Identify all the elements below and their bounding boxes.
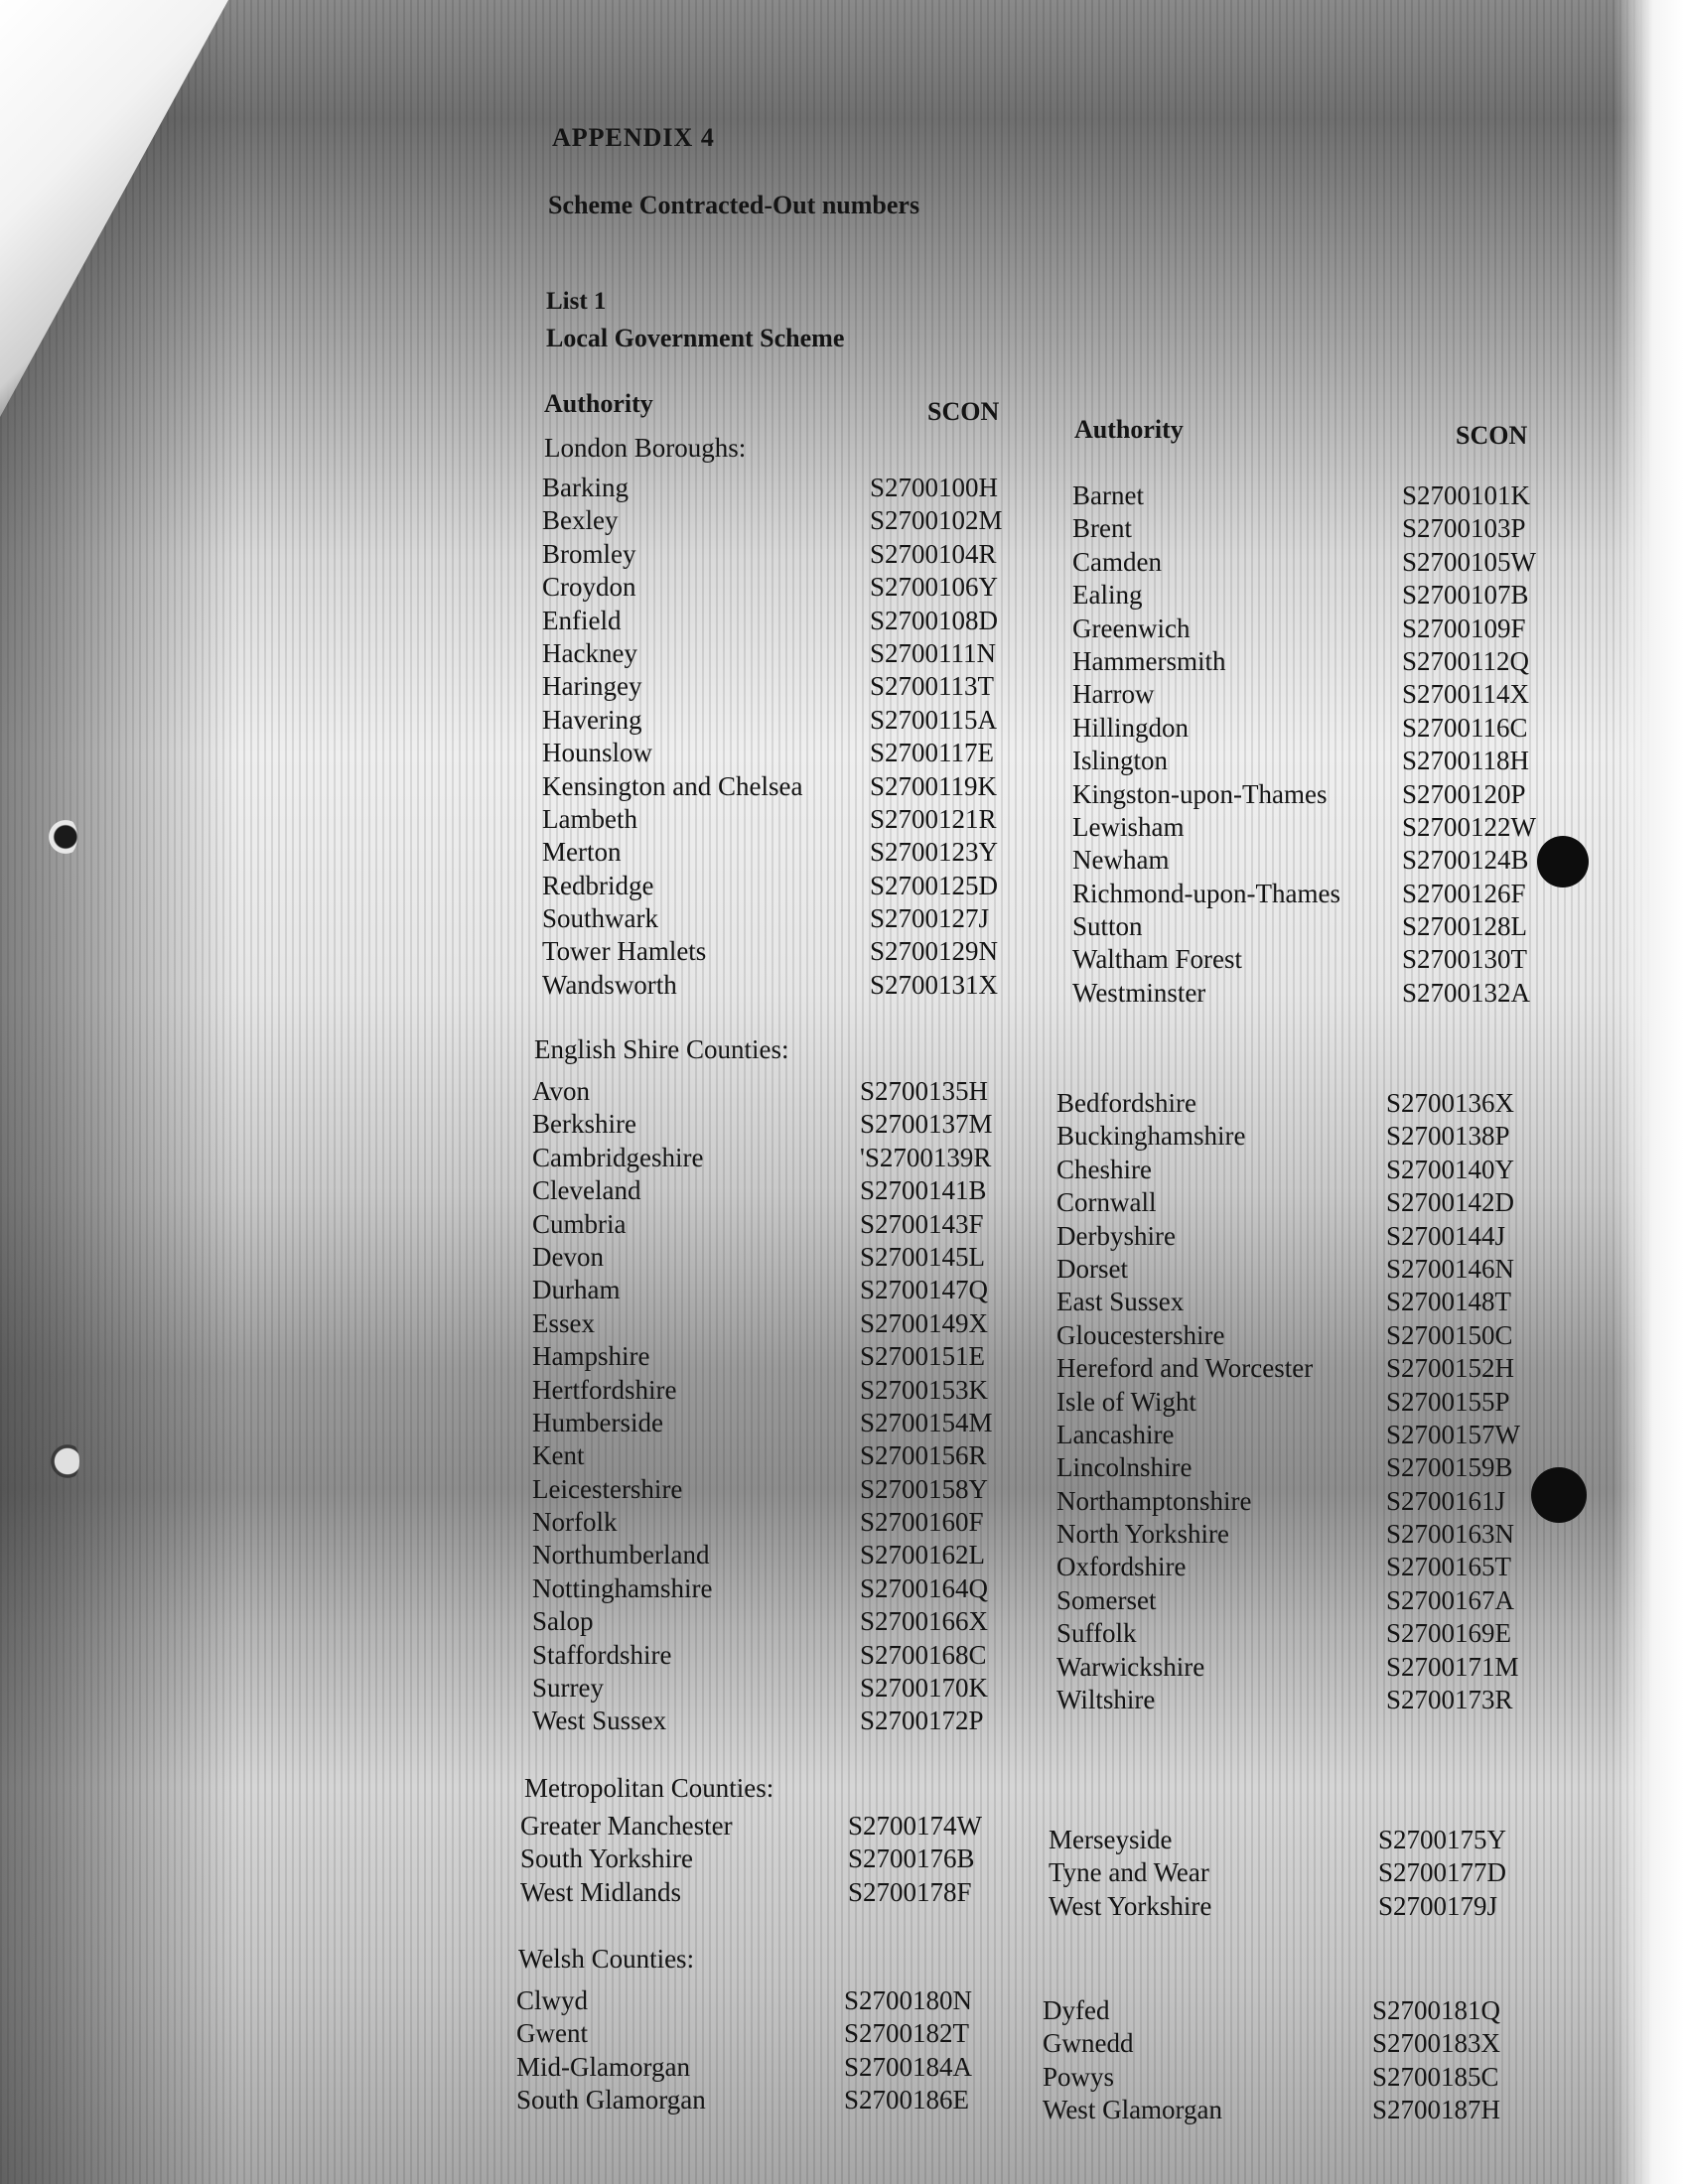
scon-code: S2700165T — [1386, 1552, 1512, 1582]
scon-code: S2700154M — [860, 1407, 993, 1437]
scon-code: S2700136X — [1386, 1088, 1515, 1118]
scon-code: S2700180N — [844, 1985, 973, 2015]
authority-name: Kensington and Chelsea — [542, 770, 803, 801]
authority-name: Greenwich — [1072, 613, 1191, 643]
authority-name: Norfolk — [532, 1507, 618, 1538]
scon-code: S2700114X — [1402, 679, 1530, 710]
authority-name: Somerset — [1056, 1584, 1157, 1615]
authority-name: West Yorkshire — [1049, 1890, 1212, 1921]
authority-name: Richmond-upon-Thames — [1072, 878, 1340, 908]
authority-name: North Yorkshire — [1056, 1519, 1230, 1550]
authority-name: South Yorkshire — [520, 1843, 694, 1874]
scon-code: S2700150C — [1386, 1319, 1513, 1350]
authority-name: Kingston-upon-Thames — [1072, 778, 1328, 809]
authority-name: Waltham Forest — [1072, 944, 1243, 975]
authority-name: Cumbria — [532, 1208, 627, 1239]
authority-name: Hampshire — [532, 1341, 650, 1372]
authority-name: Redbridge — [542, 870, 654, 900]
scon-code: S2700130T — [1402, 944, 1528, 975]
scon-code: S2700118H — [1402, 746, 1530, 776]
authority-name: Dorset — [1056, 1253, 1128, 1284]
scon-code: S2700163N — [1386, 1519, 1515, 1550]
authority-name: West Midlands — [520, 1876, 682, 1907]
authority-name: Merseyside — [1049, 1825, 1173, 1854]
authority-name: Derbyshire — [1056, 1220, 1176, 1251]
authority-name: Cornwall — [1056, 1187, 1157, 1218]
scon-code: S2700169E — [1386, 1618, 1512, 1649]
scon-code: S2700112Q — [1402, 645, 1530, 676]
scon-code: S2700131X — [870, 969, 999, 1000]
authority-name: Kent — [532, 1440, 585, 1471]
authority-name: Brent — [1072, 513, 1132, 544]
scon-code: S2700159B — [1386, 1452, 1513, 1483]
authority-name: Merton — [542, 837, 622, 868]
authority-name: Oxfordshire — [1056, 1552, 1187, 1582]
authority-name: Barnet — [1072, 480, 1144, 510]
scon-code: S2700116C — [1402, 712, 1528, 743]
authority-name: Cheshire — [1056, 1154, 1152, 1184]
authority-name: Northumberland — [532, 1540, 710, 1570]
section-label: Welsh Counties: — [518, 1944, 695, 1974]
scon-code: S2700149X — [860, 1307, 989, 1338]
scon-code: S2700120P — [1402, 778, 1526, 809]
scon-code: S2700155P — [1386, 1386, 1510, 1417]
authority-name: Lambeth — [542, 803, 637, 834]
scon-code: S2700174W — [848, 1811, 982, 1841]
authority-name: Hereford and Worcester — [1056, 1353, 1314, 1384]
authority-name: Bromley — [542, 538, 636, 569]
authority-name: Hackney — [542, 637, 637, 668]
scon-code: S2700148T — [1386, 1287, 1512, 1317]
authority-name: Hillingdon — [1072, 712, 1190, 743]
authority-name: Warwickshire — [1056, 1651, 1205, 1682]
authority-name: Sutton — [1072, 911, 1143, 942]
authority-name: Suffolk — [1056, 1618, 1137, 1649]
authority-name: Wiltshire — [1056, 1685, 1156, 1715]
scon-code: S2700187H — [1372, 2095, 1501, 2125]
authority-name: Tower Hamlets — [542, 936, 707, 967]
scon-code: S2700145L — [860, 1241, 986, 1272]
authority-name: Newham — [1072, 845, 1170, 876]
authority-name: Bedfordshire — [1056, 1088, 1196, 1118]
authority-name: Mid-Glamorgan — [516, 2051, 690, 2082]
authority-name: Devon — [532, 1241, 604, 1272]
scon-code: S2700100H — [870, 473, 999, 502]
scon-code: S2700117E — [870, 738, 995, 768]
scon-code: S2700141B — [860, 1175, 987, 1206]
scon-code: S2700181Q — [1372, 1995, 1501, 2025]
authority-name: Dyfed — [1043, 1995, 1110, 2025]
authority-name: Lewisham — [1072, 811, 1185, 842]
scheme-title: Local Government Scheme — [546, 324, 845, 352]
authority-name: Harrow — [1072, 679, 1155, 710]
scon-code: S2700111N — [870, 637, 997, 668]
scon-code: S2700184A — [844, 2051, 973, 2082]
scon-code: S2700138P — [1386, 1121, 1510, 1152]
authority-name: Gwnedd — [1043, 2028, 1134, 2059]
list-label: List 1 — [546, 288, 607, 315]
authority-name: Lincolnshire — [1056, 1452, 1193, 1483]
scon-code: S2700175Y — [1378, 1825, 1507, 1854]
scon-code: S2700185C — [1372, 2061, 1499, 2092]
appendix-heading: APPENDIX 4 — [552, 123, 715, 152]
authority-name: Greater Manchester — [520, 1811, 733, 1841]
scon-code: S2700129N — [870, 936, 999, 967]
scon-code: S2700162L — [860, 1540, 986, 1570]
scon-code: S2700126F — [1402, 878, 1526, 908]
authority-name: Northamptonshire — [1056, 1485, 1252, 1516]
authority-name: Surrey — [532, 1673, 604, 1704]
scon-code: S2700123Y — [870, 837, 999, 868]
scon-code: S2700151E — [860, 1341, 986, 1372]
scon-code: S2700144J — [1386, 1220, 1506, 1251]
authority-name: Isle of Wight — [1056, 1386, 1196, 1417]
authority-name: Gloucestershire — [1056, 1319, 1225, 1350]
authority-name: Clwyd — [516, 1985, 589, 2015]
authority-name: West Sussex — [532, 1706, 667, 1736]
right-scon-header: SCON — [1456, 421, 1528, 450]
scon-code: S2700127J — [870, 903, 990, 934]
section-label: London Boroughs: — [544, 433, 747, 463]
scon-code: S2700121R — [870, 803, 997, 834]
right-authority-header: Authority — [1074, 415, 1184, 444]
scon-code: 'S2700139R — [860, 1142, 992, 1172]
authority-name: East Sussex — [1056, 1287, 1185, 1317]
scon-code: S2700142D — [1386, 1187, 1515, 1218]
scon-code: S2700137M — [860, 1109, 993, 1140]
scon-code: S2700166X — [860, 1606, 989, 1637]
scon-code: S2700173R — [1386, 1685, 1513, 1715]
scon-code: S2700132A — [1402, 977, 1531, 1008]
scon-code: S2700172P — [860, 1706, 984, 1736]
scon-code: S2700167A — [1386, 1584, 1515, 1615]
scon-code: S2700108D — [870, 605, 999, 635]
scon-code: S2700106Y — [870, 572, 999, 603]
scon-code: S2700105W — [1402, 546, 1536, 577]
scon-code: S2700109F — [1402, 613, 1526, 643]
scon-code: S2700186E — [844, 2085, 970, 2116]
authority-name: Buckinghamshire — [1056, 1121, 1246, 1152]
authority-name: Leicestershire — [532, 1473, 683, 1504]
authority-name: Staffordshire — [532, 1639, 672, 1670]
scon-code: S2700179J — [1378, 1890, 1498, 1921]
scon-code: S2700103P — [1402, 513, 1526, 544]
authority-name: Wandsworth — [542, 969, 677, 1000]
scon-code: S2700153K — [860, 1374, 989, 1405]
scon-code: S2700128L — [1402, 911, 1528, 942]
authority-name: Haringey — [542, 671, 642, 702]
scon-code: S2700161J — [1386, 1485, 1506, 1516]
authority-name: Cleveland — [532, 1175, 641, 1206]
authority-name: Southwark — [542, 903, 658, 934]
scon-code: S2700183X — [1372, 2028, 1501, 2059]
authority-name: Hertfordshire — [532, 1374, 677, 1405]
authority-name: Salop — [532, 1606, 594, 1637]
authority-name: Ealing — [1072, 580, 1143, 611]
scon-code: S2700115A — [870, 704, 998, 735]
scon-code: S2700160F — [860, 1507, 984, 1538]
authority-name: West Glamorgan — [1043, 2095, 1223, 2125]
authority-name: Enfield — [542, 605, 622, 635]
scon-code: S2700119K — [870, 770, 998, 801]
scon-code: S2700178F — [848, 1876, 972, 1907]
scon-code: S2700156R — [860, 1440, 987, 1471]
authority-name: Nottinghamshire — [532, 1572, 713, 1603]
scon-code: S2700146N — [1386, 1253, 1515, 1284]
section-label: Metropolitan Counties: — [524, 1773, 774, 1803]
scon-code: S2700143F — [860, 1208, 984, 1239]
authority-name: Islington — [1072, 746, 1169, 776]
scon-code: S2700171M — [1386, 1651, 1519, 1682]
scon-code: S2700122W — [1402, 811, 1536, 842]
scon-code: S2700164Q — [860, 1572, 989, 1603]
scon-code: S2700147Q — [860, 1275, 989, 1305]
scon-code: S2700176B — [848, 1843, 975, 1874]
scon-code: S2700168C — [860, 1639, 987, 1670]
scon-code: S2700135H — [860, 1076, 989, 1106]
authority-name: Westminster — [1072, 977, 1206, 1008]
scon-code: S2700177D — [1378, 1857, 1507, 1888]
authority-name: Lancashire — [1056, 1419, 1175, 1449]
scon-code: S2700157W — [1386, 1419, 1520, 1449]
authority-name: Hounslow — [542, 738, 653, 768]
scon-code: S2700140Y — [1386, 1154, 1515, 1184]
authority-name: Berkshire — [532, 1109, 636, 1140]
scon-code: S2700101K — [1402, 480, 1531, 510]
authority-name: Durham — [532, 1275, 621, 1305]
authority-name: Cambridgeshire — [532, 1142, 704, 1172]
left-authority-header: Authority — [544, 389, 653, 418]
document-subtitle: Scheme Contracted-Out numbers — [548, 191, 920, 219]
scon-code: S2700125D — [870, 870, 999, 900]
authority-name: Essex — [532, 1307, 595, 1338]
scon-code: S2700182T — [844, 2018, 970, 2049]
authority-name: Avon — [532, 1076, 590, 1106]
authority-name: Croydon — [542, 572, 636, 603]
authority-name: Camden — [1072, 546, 1162, 577]
scon-code: S2700158Y — [860, 1473, 989, 1504]
scon-code: S2700104R — [870, 538, 997, 569]
scon-code: S2700102M — [870, 505, 1003, 536]
section-label: English Shire Counties: — [534, 1034, 789, 1064]
authority-name: Humberside — [532, 1407, 663, 1437]
authority-name: South Glamorgan — [516, 2085, 706, 2116]
authority-name: Tyne and Wear — [1049, 1857, 1209, 1888]
scon-code: S2700124B — [1402, 845, 1529, 876]
scon-code: S2700170K — [860, 1673, 989, 1704]
authority-name: Hammersmith — [1072, 645, 1226, 676]
authority-name: Powys — [1043, 2061, 1115, 2092]
scon-code: S2700152H — [1386, 1353, 1515, 1384]
authority-name: Gwent — [516, 2018, 588, 2049]
scon-code: S2700113T — [870, 671, 995, 702]
authority-name: Havering — [542, 704, 642, 735]
authority-name: Bexley — [542, 505, 619, 536]
scon-code: S2700107B — [1402, 580, 1529, 611]
left-scon-header: SCON — [927, 397, 1000, 426]
authority-name: Barking — [542, 473, 629, 502]
